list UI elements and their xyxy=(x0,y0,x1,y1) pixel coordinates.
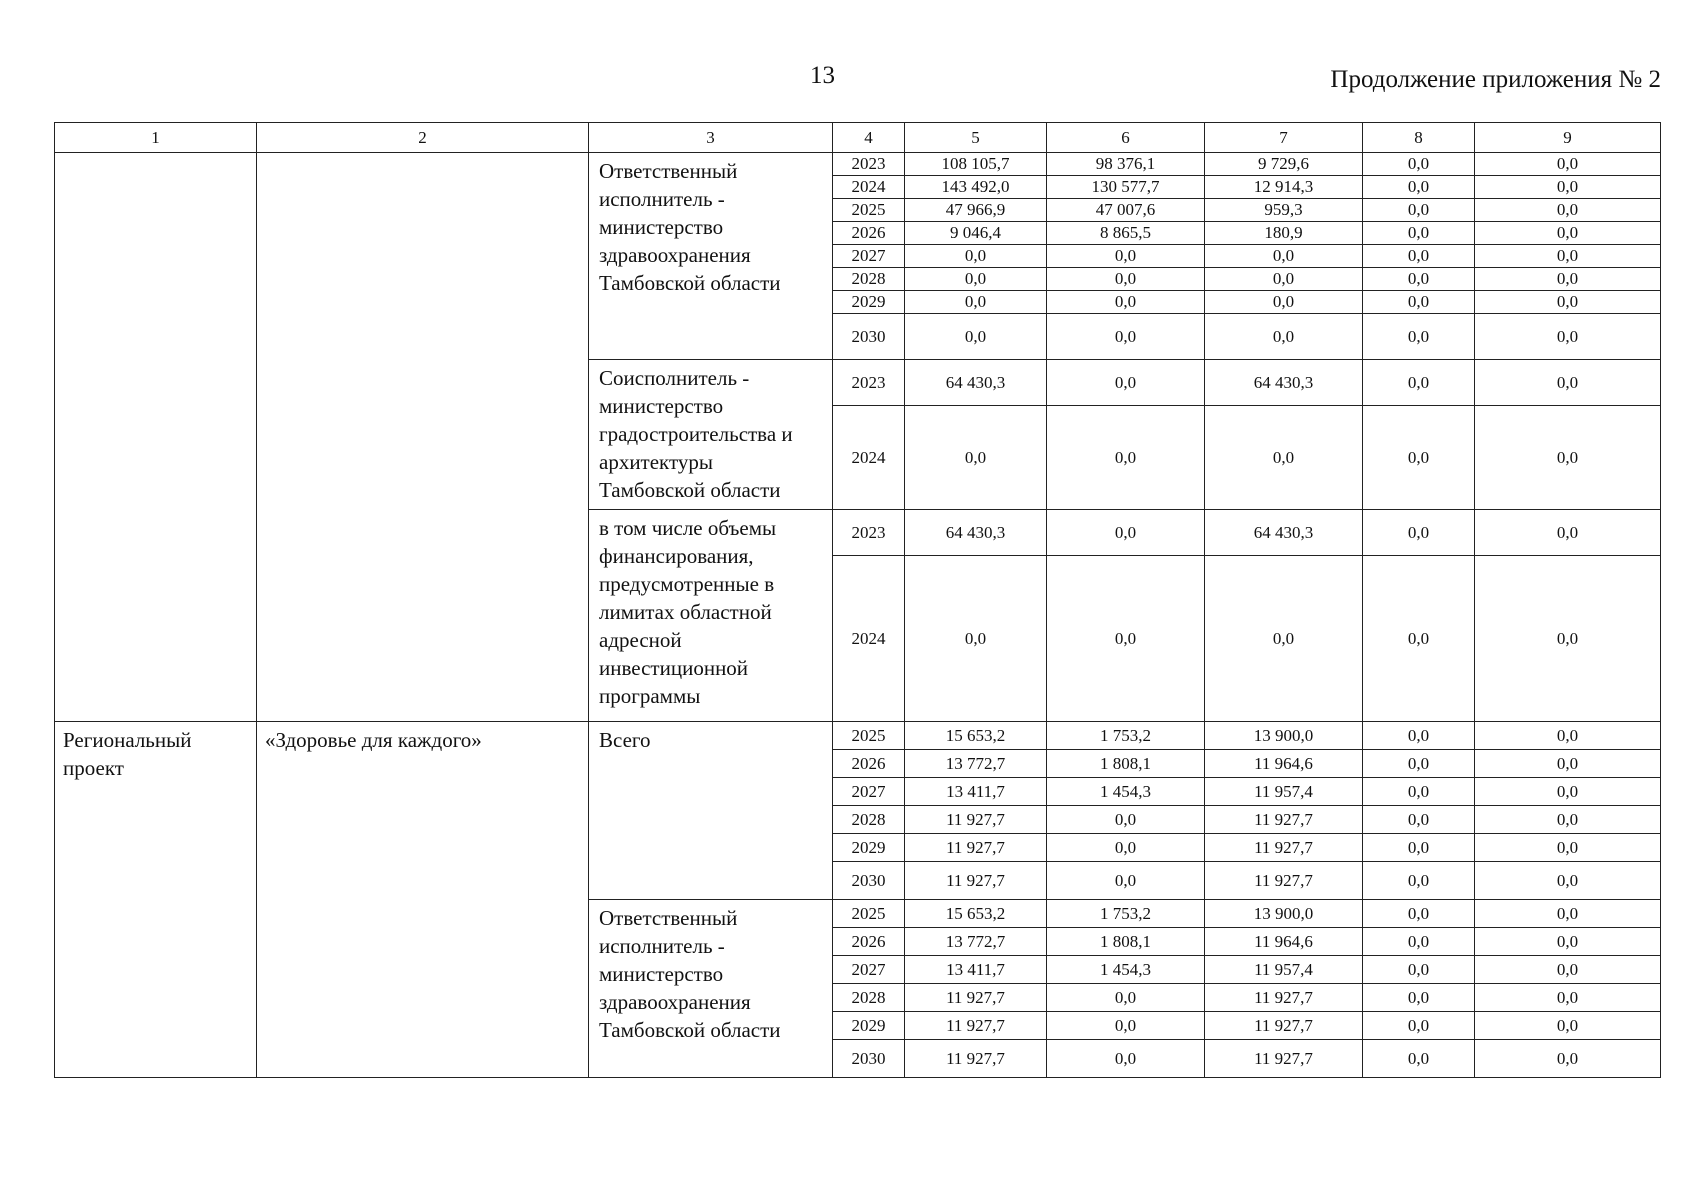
value-cell-7: 11 927,7 xyxy=(1205,806,1363,834)
value-cell-6: 0,0 xyxy=(1047,406,1205,510)
value-cell-6: 0,0 xyxy=(1047,1012,1205,1040)
value-cell-8: 0,0 xyxy=(1363,291,1475,314)
value-cell-7: 0,0 xyxy=(1205,268,1363,291)
header-col-4: 4 xyxy=(833,123,905,153)
value-cell-5: 13 411,7 xyxy=(905,956,1047,984)
value-cell-8: 0,0 xyxy=(1363,176,1475,199)
value-cell-7: 13 900,0 xyxy=(1205,900,1363,928)
value-cell-5: 108 105,7 xyxy=(905,153,1047,176)
value-cell-6: 1 753,2 xyxy=(1047,900,1205,928)
year-cell: 2025 xyxy=(833,900,905,928)
value-cell-9: 0,0 xyxy=(1475,1040,1661,1078)
year-cell: 2025 xyxy=(833,199,905,222)
year-cell: 2027 xyxy=(833,778,905,806)
value-cell-5: 13 772,7 xyxy=(905,750,1047,778)
value-cell-9: 0,0 xyxy=(1475,778,1661,806)
value-cell-6: 0,0 xyxy=(1047,862,1205,900)
value-cell-5: 143 492,0 xyxy=(905,176,1047,199)
value-cell-7: 11 927,7 xyxy=(1205,1040,1363,1078)
value-cell-9: 0,0 xyxy=(1475,900,1661,928)
year-cell: 2023 xyxy=(833,510,905,556)
year-cell: 2028 xyxy=(833,268,905,291)
year-cell: 2029 xyxy=(833,291,905,314)
value-cell-6: 98 376,1 xyxy=(1047,153,1205,176)
year-cell: 2029 xyxy=(833,1012,905,1040)
value-cell-8: 0,0 xyxy=(1363,1012,1475,1040)
value-cell-8: 0,0 xyxy=(1363,268,1475,291)
value-cell-6: 0,0 xyxy=(1047,245,1205,268)
value-cell-5: 13 772,7 xyxy=(905,928,1047,956)
value-cell-8: 0,0 xyxy=(1363,360,1475,406)
category-cell: Региональный проект xyxy=(55,722,257,1078)
value-cell-6: 47 007,6 xyxy=(1047,199,1205,222)
value-cell-5: 64 430,3 xyxy=(905,360,1047,406)
year-cell: 2027 xyxy=(833,956,905,984)
value-cell-7: 13 900,0 xyxy=(1205,722,1363,750)
value-cell-9: 0,0 xyxy=(1475,750,1661,778)
value-cell-7: 11 927,7 xyxy=(1205,862,1363,900)
value-cell-9: 0,0 xyxy=(1475,291,1661,314)
value-cell-6: 1 808,1 xyxy=(1047,750,1205,778)
value-cell-8: 0,0 xyxy=(1363,722,1475,750)
value-cell-9: 0,0 xyxy=(1475,834,1661,862)
appendix-note: Продолжение приложения № 2 xyxy=(1330,66,1661,93)
year-cell: 2026 xyxy=(833,222,905,245)
value-cell-8: 0,0 xyxy=(1363,862,1475,900)
value-cell-9: 0,0 xyxy=(1475,360,1661,406)
value-cell-8: 0,0 xyxy=(1363,928,1475,956)
value-cell-8: 0,0 xyxy=(1363,556,1475,722)
value-cell-9: 0,0 xyxy=(1475,176,1661,199)
value-cell-7: 11 964,6 xyxy=(1205,750,1363,778)
value-cell-7: 64 430,3 xyxy=(1205,510,1363,556)
value-cell-5: 11 927,7 xyxy=(905,1040,1047,1078)
value-cell-5: 64 430,3 xyxy=(905,510,1047,556)
header-row xyxy=(55,123,1661,153)
value-cell-9: 0,0 xyxy=(1475,199,1661,222)
year-cell: 2024 xyxy=(833,556,905,722)
header-col-9: 9 xyxy=(1475,123,1661,153)
year-cell: 2030 xyxy=(833,862,905,900)
value-cell-9: 0,0 xyxy=(1475,956,1661,984)
value-cell-7: 0,0 xyxy=(1205,291,1363,314)
year-cell: 2027 xyxy=(833,245,905,268)
value-cell-9: 0,0 xyxy=(1475,862,1661,900)
header-col-7: 7 xyxy=(1205,123,1363,153)
value-cell-7: 11 957,4 xyxy=(1205,956,1363,984)
value-cell-9: 0,0 xyxy=(1475,268,1661,291)
value-cell-5: 11 927,7 xyxy=(905,862,1047,900)
year-cell: 2028 xyxy=(833,806,905,834)
table-row xyxy=(55,153,1661,176)
value-cell-9: 0,0 xyxy=(1475,245,1661,268)
value-cell-7: 9 729,6 xyxy=(1205,153,1363,176)
value-cell-5: 0,0 xyxy=(905,556,1047,722)
value-cell-9: 0,0 xyxy=(1475,928,1661,956)
value-cell-9: 0,0 xyxy=(1475,722,1661,750)
value-cell-6: 8 865,5 xyxy=(1047,222,1205,245)
value-cell-5: 0,0 xyxy=(905,291,1047,314)
category-cell xyxy=(55,153,257,722)
value-cell-7: 11 957,4 xyxy=(1205,778,1363,806)
value-cell-8: 0,0 xyxy=(1363,510,1475,556)
header-col-2: 2 xyxy=(257,123,589,153)
value-cell-9: 0,0 xyxy=(1475,984,1661,1012)
year-cell: 2028 xyxy=(833,984,905,1012)
value-cell-7: 180,9 xyxy=(1205,222,1363,245)
value-cell-6: 0,0 xyxy=(1047,806,1205,834)
value-cell-7: 11 927,7 xyxy=(1205,1012,1363,1040)
value-cell-7: 0,0 xyxy=(1205,245,1363,268)
value-cell-7: 959,3 xyxy=(1205,199,1363,222)
value-cell-5: 11 927,7 xyxy=(905,834,1047,862)
value-cell-6: 0,0 xyxy=(1047,984,1205,1012)
value-cell-8: 0,0 xyxy=(1363,406,1475,510)
financing-table xyxy=(54,122,1661,1078)
value-cell-5: 15 653,2 xyxy=(905,900,1047,928)
project-name-cell xyxy=(257,153,589,722)
value-cell-8: 0,0 xyxy=(1363,956,1475,984)
value-cell-8: 0,0 xyxy=(1363,222,1475,245)
value-cell-9: 0,0 xyxy=(1475,1012,1661,1040)
header-col-8: 8 xyxy=(1363,123,1475,153)
value-cell-8: 0,0 xyxy=(1363,778,1475,806)
value-cell-5: 11 927,7 xyxy=(905,1012,1047,1040)
value-cell-6: 1 808,1 xyxy=(1047,928,1205,956)
value-cell-6: 0,0 xyxy=(1047,556,1205,722)
year-cell: 2024 xyxy=(833,176,905,199)
year-cell: 2023 xyxy=(833,153,905,176)
value-cell-6: 1 454,3 xyxy=(1047,956,1205,984)
value-cell-6: 130 577,7 xyxy=(1047,176,1205,199)
year-cell: 2026 xyxy=(833,750,905,778)
value-cell-9: 0,0 xyxy=(1475,556,1661,722)
value-cell-6: 0,0 xyxy=(1047,268,1205,291)
value-cell-6: 1 454,3 xyxy=(1047,778,1205,806)
value-cell-5: 0,0 xyxy=(905,268,1047,291)
year-cell: 2023 xyxy=(833,360,905,406)
executor-label-cell: Соисполнитель - министерство градостроительства и архитектуры Тамбовской области xyxy=(589,360,833,510)
value-cell-8: 0,0 xyxy=(1363,314,1475,360)
year-cell: 2030 xyxy=(833,1040,905,1078)
value-cell-7: 12 914,3 xyxy=(1205,176,1363,199)
value-cell-7: 11 927,7 xyxy=(1205,984,1363,1012)
value-cell-9: 0,0 xyxy=(1475,222,1661,245)
year-cell: 2025 xyxy=(833,722,905,750)
value-cell-5: 0,0 xyxy=(905,314,1047,360)
header-col-5: 5 xyxy=(905,123,1047,153)
executor-label-cell: Всего xyxy=(589,722,833,900)
value-cell-8: 0,0 xyxy=(1363,834,1475,862)
year-cell: 2026 xyxy=(833,928,905,956)
value-cell-5: 15 653,2 xyxy=(905,722,1047,750)
value-cell-6: 0,0 xyxy=(1047,314,1205,360)
value-cell-9: 0,0 xyxy=(1475,153,1661,176)
value-cell-8: 0,0 xyxy=(1363,900,1475,928)
value-cell-8: 0,0 xyxy=(1363,153,1475,176)
value-cell-8: 0,0 xyxy=(1363,245,1475,268)
value-cell-7: 0,0 xyxy=(1205,314,1363,360)
table-body xyxy=(55,153,1661,1078)
value-cell-6: 0,0 xyxy=(1047,291,1205,314)
value-cell-5: 13 411,7 xyxy=(905,778,1047,806)
executor-label-cell: Ответственный исполнитель - министерство здравоохранения Тамбовской области xyxy=(589,153,833,360)
value-cell-8: 0,0 xyxy=(1363,806,1475,834)
value-cell-7: 0,0 xyxy=(1205,556,1363,722)
executor-label-cell: Ответственный исполнитель - министерство здравоохранения Тамбовской области xyxy=(589,900,833,1078)
value-cell-7: 64 430,3 xyxy=(1205,360,1363,406)
value-cell-7: 0,0 xyxy=(1205,406,1363,510)
value-cell-8: 0,0 xyxy=(1363,1040,1475,1078)
value-cell-9: 0,0 xyxy=(1475,406,1661,510)
executor-label-cell: в том числе объемы финансирования, предусмотренные в лимитах областной адресной инвестиционной программы xyxy=(589,510,833,722)
value-cell-6: 0,0 xyxy=(1047,510,1205,556)
header-col-1: 1 xyxy=(55,123,257,153)
value-cell-6: 0,0 xyxy=(1047,834,1205,862)
value-cell-6: 0,0 xyxy=(1047,360,1205,406)
value-cell-6: 1 753,2 xyxy=(1047,722,1205,750)
value-cell-9: 0,0 xyxy=(1475,510,1661,556)
value-cell-5: 0,0 xyxy=(905,406,1047,510)
value-cell-7: 11 964,6 xyxy=(1205,928,1363,956)
page-number: 13 xyxy=(810,62,835,89)
project-name-cell: «Здоровье для каждого» xyxy=(257,722,589,1078)
year-cell: 2029 xyxy=(833,834,905,862)
value-cell-8: 0,0 xyxy=(1363,984,1475,1012)
value-cell-6: 0,0 xyxy=(1047,1040,1205,1078)
value-cell-8: 0,0 xyxy=(1363,199,1475,222)
year-cell: 2030 xyxy=(833,314,905,360)
value-cell-9: 0,0 xyxy=(1475,314,1661,360)
value-cell-9: 0,0 xyxy=(1475,806,1661,834)
table-row xyxy=(55,722,1661,750)
header-col-6: 6 xyxy=(1047,123,1205,153)
value-cell-5: 47 966,9 xyxy=(905,199,1047,222)
value-cell-8: 0,0 xyxy=(1363,750,1475,778)
year-cell: 2024 xyxy=(833,406,905,510)
header-col-3: 3 xyxy=(589,123,833,153)
value-cell-5: 0,0 xyxy=(905,245,1047,268)
value-cell-7: 11 927,7 xyxy=(1205,834,1363,862)
value-cell-5: 11 927,7 xyxy=(905,984,1047,1012)
value-cell-5: 11 927,7 xyxy=(905,806,1047,834)
value-cell-5: 9 046,4 xyxy=(905,222,1047,245)
